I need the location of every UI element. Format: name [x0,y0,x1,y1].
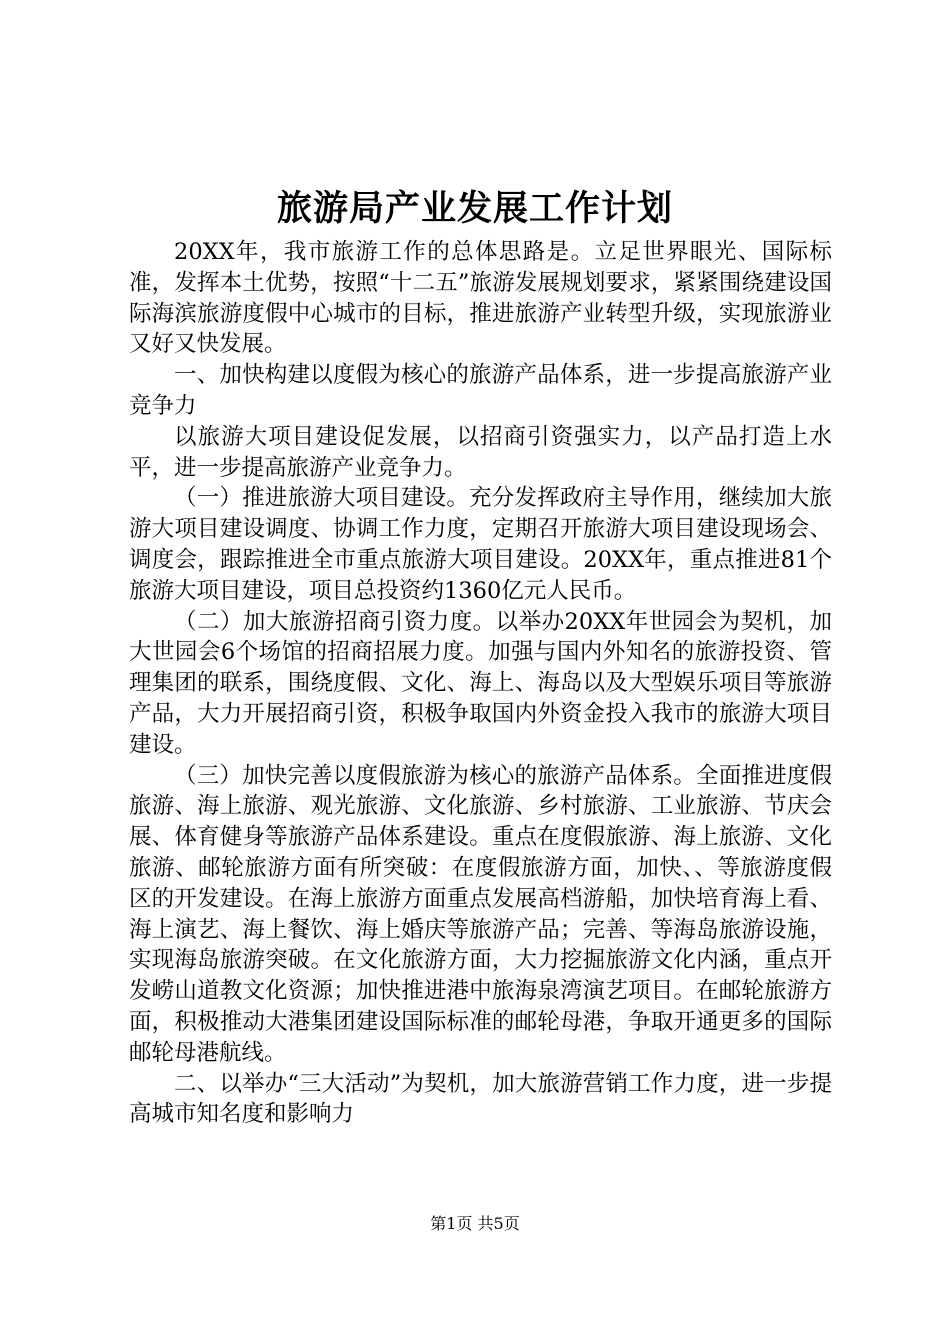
paragraph-intro: 20XX年，我市旅游工作的总体思路是。立足世界眼光、国际标准，发挥本土优势，按照“十二五”旅游发展规划要求，紧紧围绕建设国际海滨旅游度假中心城市的目标，推进旅游产业转型升级，实现旅游业又好又快发展。 [129,239,832,358]
page-footer: 第1页 共5页 [430,1214,520,1233]
paragraph-section-2-heading: 二、以举办“三大活动”为契机，加大旅游营销工作力度，进一步提高城市知名度和影响力 [129,1070,832,1128]
paragraph-section-1-summary: 以旅游大项目建设促发展，以招商引资强实力，以产品打造上水平，进一步提高旅游产业竞争力。 [129,423,832,481]
paragraph-section-1-heading: 一、加快构建以度假为核心的旅游产品体系，进一步提高旅游产业竞争力 [129,362,832,419]
document-body [129,237,832,1130]
paragraph-item-3: （三）加快完善以度假旅游为核心的旅游产品体系。全面推进度假旅游、海上旅游、观光旅游、文化旅游、乡村旅游、工业旅游、节庆会展、体育健身等旅游产品体系建设。重点在度假旅游、海上旅游、文化旅游、邮轮旅游方面有所突破：在度假旅游方面，加快、、等旅游度假区的开发建设。在海上旅游方面重点发展高档游船，加快培育海上看、海上演艺、海上餐饮、海上婚庆等旅游产品；完善、等海岛旅游设施，实现海岛旅游突破。在文化旅游方面，大力挖掘旅游文化内涵，重点开发崂山道教文化资源；加快推进港中旅海泉湾演艺项目。在邮轮旅游方面，积极推动大港集团建设国际标准的邮轮母港，争取开通更多的国际邮轮母港航线。 [129,762,832,1066]
paragraph-item-2: （二）加大旅游招商引资力度。以举办20XX年世园会为契机，加大世园会6个场馆的招商招展力度。加强与国内外知名的旅游投资、管理集团的联系，围绕度假、文化、海上、海岛以及大型娱乐项目等旅游产品，大力开展招商引资，积极争取国内外资金投入我市的旅游大项目建设。 [129,608,832,758]
paragraph-item-1: （一）推进旅游大项目建设。充分发挥政府主导作用，继续加大旅游大项目建设调度、协调工作力度，定期召开旅游大项目建设现场会、调度会，跟踪推进全市重点旅游大项目建设。20XX年，重点推进81个旅游大项目建设，项目总投资约1360亿元人民币。 [129,485,832,604]
document-title: 旅游局产业发展工作计划 [276,188,673,229]
